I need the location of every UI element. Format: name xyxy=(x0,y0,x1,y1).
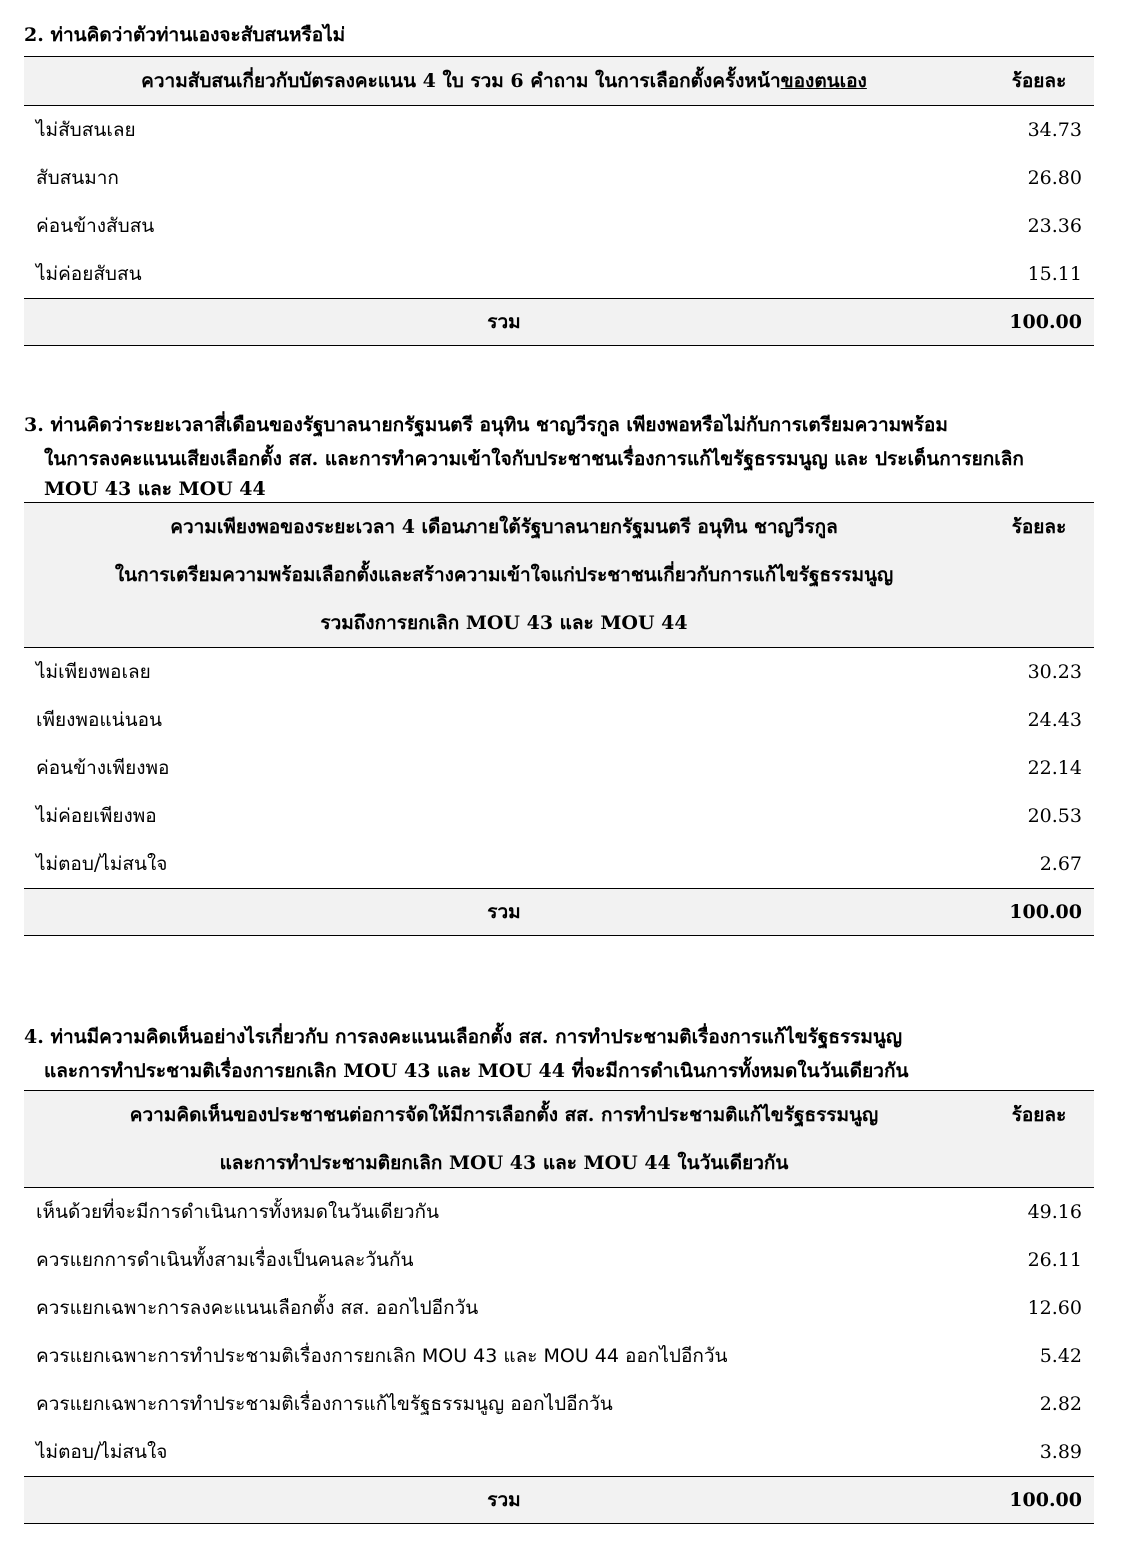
table-row xyxy=(24,1284,1094,1332)
total-value: 100.00 xyxy=(1009,901,1082,923)
row-value: 30.23 xyxy=(1027,661,1082,683)
row-value: 22.14 xyxy=(1027,757,1082,779)
row-label: สับสนมาก xyxy=(36,167,119,189)
table-header-row xyxy=(24,57,1094,106)
question-3-table xyxy=(24,502,1094,936)
table-row xyxy=(24,154,1094,202)
table-row xyxy=(24,840,1094,889)
table-row xyxy=(24,1332,1094,1380)
question-2-title: 2. ท่านคิดว่าตัวท่านเองจะสับสนหรือไม่ xyxy=(24,24,346,46)
table-row xyxy=(24,1188,1094,1237)
table-row xyxy=(24,250,1094,299)
table-row xyxy=(24,696,1094,744)
question-3-section xyxy=(24,408,1094,936)
column-header-topic xyxy=(24,1091,984,1188)
row-value: 34.73 xyxy=(1027,119,1082,141)
row-value: 12.60 xyxy=(1027,1297,1082,1319)
table-row xyxy=(24,202,1094,250)
title-line: 4. ท่านมีความคิดเห็นอย่างไรเกี่ยวกับ การลงคะแนนเลือกตั้ง สส. การทำประชามติเรื่องการแก้ไขรัฐธรรมนูญ xyxy=(24,1026,903,1048)
row-label: ไม่สับสนเลย xyxy=(36,119,136,141)
table-row xyxy=(24,792,1094,840)
question-4-title xyxy=(24,1020,1094,1088)
total-row xyxy=(24,889,1094,936)
row-value: 20.53 xyxy=(1027,805,1082,827)
row-value: 2.82 xyxy=(1039,1393,1082,1415)
total-label: รวม xyxy=(487,901,521,923)
total-value: 100.00 xyxy=(1009,311,1082,333)
row-label: ไม่เพียงพอเลย xyxy=(36,661,151,683)
row-value: 5.42 xyxy=(1039,1345,1082,1367)
row-label: ไม่ตอบ/ไม่สนใจ xyxy=(36,853,168,875)
row-value: 49.16 xyxy=(1027,1201,1082,1223)
header-line: ความคิดเห็นของประชาชนต่อการจัดให้มีการเลือกตั้ง สส. การทำประชามติแก้ไขรัฐธรรมนูญ xyxy=(129,1104,879,1126)
table-header-row xyxy=(24,1091,1094,1188)
header-line: และการทำประชามติยกเลิก MOU 43 และ MOU 44 ในวันเดียวกัน xyxy=(219,1152,789,1174)
total-label: รวม xyxy=(487,311,521,333)
question-2-table xyxy=(24,56,1094,346)
row-label: ควรแยกเฉพาะการลงคะแนนเลือกตั้ง สส. ออกไปอีกวัน xyxy=(36,1297,479,1319)
row-label: เพียงพอแน่นอน xyxy=(36,709,162,731)
row-label: ไม่ค่อยเพียงพอ xyxy=(36,805,157,827)
row-label: ควรแยกเฉพาะการทำประชามติเรื่องการยกเลิก MOU 43 และ MOU 44 ออกไปอีกวัน xyxy=(36,1345,728,1367)
row-label: ไม่ค่อยสับสน xyxy=(36,263,142,285)
row-value: 15.11 xyxy=(1027,263,1082,285)
table-header-row xyxy=(24,503,1094,648)
column-header-topic xyxy=(24,503,984,648)
table-row xyxy=(24,1236,1094,1284)
title-line: ในการลงคะแนนเสียงเลือกตั้ง สส. และการทำความเข้าใจกับประชาชนเรื่องการแก้ไขรัฐธรรมนูญ และ ประเด็นการยกเลิก xyxy=(44,448,1024,470)
column-header-percent: ร้อยละ xyxy=(984,503,1094,648)
table-row xyxy=(24,648,1094,697)
total-row xyxy=(24,299,1094,346)
header-text: ความสับสนเกี่ยวกับบัตรลงคะแนน 4 ใบ รวม 6 คำถาม ในการเลือกตั้งครั้งหน้า xyxy=(141,70,781,92)
total-label: รวม xyxy=(487,1489,521,1511)
header-line: ความเพียงพอของระยะเวลา 4 เดือนภายใต้รัฐบาลนายกรัฐมนตรี อนุทิน ชาญวีรกูล xyxy=(170,516,838,538)
title-line: และการทำประชามติเรื่องการยกเลิก MOU 43 และ MOU 44 ที่จะมีการดำเนินการทั้งหมดในวันเดียวกัน xyxy=(44,1060,909,1082)
table-row xyxy=(24,1428,1094,1477)
header-line: ในการเตรียมความพร้อมเลือกตั้งและสร้างความเข้าใจแก่ประชาชนเกี่ยวกับการแก้ไขรัฐธรรมนูญ xyxy=(114,564,894,586)
question-3-title xyxy=(24,408,1094,502)
header-underlined-text: ของตนเอง xyxy=(780,70,867,92)
row-label: เห็นด้วยที่จะมีการดำเนินการทั้งหมดในวันเดียวกัน xyxy=(36,1201,440,1223)
total-row xyxy=(24,1477,1094,1524)
row-label: ค่อนข้างเพียงพอ xyxy=(36,757,170,779)
row-value: 23.36 xyxy=(1027,215,1082,237)
column-header-percent: ร้อยละ xyxy=(984,57,1094,106)
column-header-percent: ร้อยละ xyxy=(984,1091,1094,1188)
row-label: ควรแยกการดำเนินทั้งสามเรื่องเป็นคนละวันกัน xyxy=(36,1249,414,1271)
total-value: 100.00 xyxy=(1009,1489,1082,1511)
title-line: 3. ท่านคิดว่าระยะเวลาสี่เดือนของรัฐบาลนายกรัฐมนตรี อนุทิน ชาญวีรกูล เพียงพอหรือไม่กับการเตรียมความพร้อม xyxy=(24,414,948,436)
header-line: รวมถึงการยกเลิก MOU 43 และ MOU 44 xyxy=(320,612,688,634)
column-header-topic xyxy=(24,57,984,106)
question-4-section xyxy=(24,1020,1094,1524)
row-value: 2.67 xyxy=(1039,853,1082,875)
table-row xyxy=(24,106,1094,155)
row-value: 3.89 xyxy=(1039,1441,1082,1463)
row-value: 26.11 xyxy=(1027,1249,1082,1271)
row-value: 26.80 xyxy=(1027,167,1082,189)
row-label: ไม่ตอบ/ไม่สนใจ xyxy=(36,1441,168,1463)
table-row xyxy=(24,744,1094,792)
title-line: MOU 43 และ MOU 44 xyxy=(44,478,266,500)
row-label: ควรแยกเฉพาะการทำประชามติเรื่องการแก้ไขรัฐธรรมนูญ ออกไปอีกวัน xyxy=(36,1393,613,1415)
row-value: 24.43 xyxy=(1027,709,1082,731)
question-2-section xyxy=(24,18,1094,346)
question-4-table xyxy=(24,1090,1094,1524)
row-label: ค่อนข้างสับสน xyxy=(36,215,155,237)
table-row xyxy=(24,1380,1094,1428)
